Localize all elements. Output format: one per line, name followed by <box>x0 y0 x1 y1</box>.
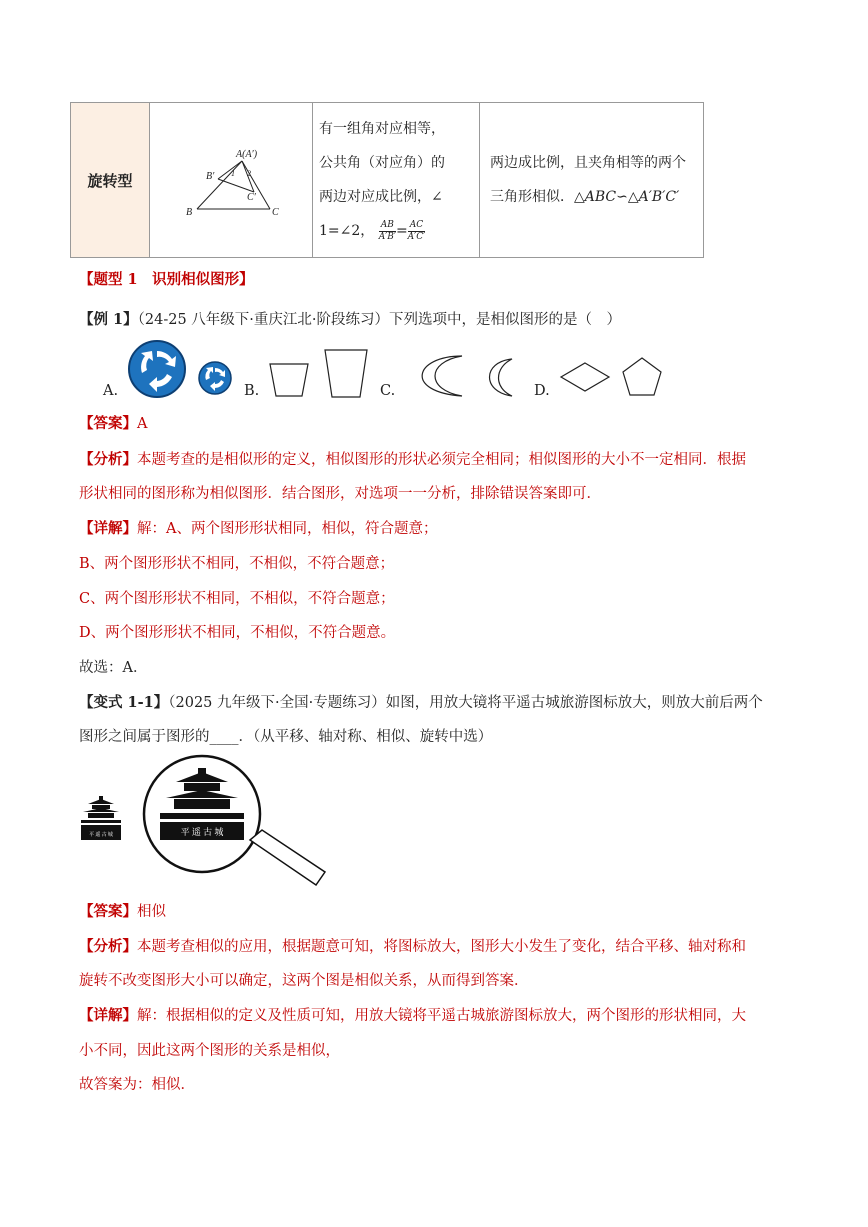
variant-answer <box>79 900 798 924</box>
roundabout-sign-small-icon <box>198 361 234 397</box>
conclusion-cell <box>480 103 704 258</box>
rotation-diagram-cell <box>150 103 313 258</box>
analysis-text: 本题考查相似的应用，根据题意可知，将图标放大，图形大小发生了变化，结合平移、轴对称和 <box>137 939 746 955</box>
example-1-question <box>79 308 798 332</box>
fraction-numerator: AC <box>408 220 425 232</box>
variant-detail <box>79 1004 798 1028</box>
condition-line: 公共角（对应角）的 <box>319 155 445 171</box>
option-b-label: B. <box>244 383 260 399</box>
conclusion-line <box>490 180 693 214</box>
roundabout-sign-large-icon <box>128 340 188 400</box>
variant-final-answer: 故答案为：相似． <box>79 1077 195 1093</box>
fraction-numerator: AB <box>379 220 396 232</box>
pingyao-logo-small-icon <box>78 795 124 843</box>
fraction-ac <box>408 220 425 243</box>
option-c-label: C. <box>380 383 396 399</box>
variant-question-line-2: 图形之间属于图形的____．（从平移、轴对称、相似、旋转中选） <box>79 729 493 745</box>
example-tag: 【例 1】 <box>79 311 138 328</box>
detail-text: 解：A、两个图形形状相同，相似，符合题意； <box>137 521 438 537</box>
detail-tag: 【详解】 <box>79 520 137 537</box>
magnifying-glass-icon <box>140 752 330 892</box>
trapezoid-short-icon <box>268 360 310 400</box>
option-d-label: D. <box>534 383 550 399</box>
condition-line: 两边对应成比例，∠ <box>319 189 443 205</box>
type-label: 旋转型 <box>71 103 150 258</box>
answer-tag: 【答案】 <box>79 903 137 920</box>
logo-small-text: 平 遥 古 城 <box>89 833 113 838</box>
label-b-prime: B′ <box>206 171 215 182</box>
rotation-triangle-diagram <box>150 103 310 253</box>
trapezoid-tall-icon <box>322 346 370 400</box>
detail-tag: 【详解】 <box>79 1007 137 1024</box>
detail-line-b: B、两个图形形状不相同，不相似，不符合题意； <box>79 556 395 572</box>
rhombus-icon <box>558 360 612 394</box>
condition-line: 1=∠2， <box>319 223 375 239</box>
example-1-detail <box>79 517 798 541</box>
label-angle-1: 1 <box>231 169 235 178</box>
fraction-denominator: A′B′ <box>378 231 396 242</box>
pentagon-icon <box>620 355 664 399</box>
label-c: C <box>272 207 279 218</box>
condition-line-with-fraction: 1=∠2， $\frac{AB}{A'B'}$ = $\frac{AC}{A'C'}$ <box>319 219 426 242</box>
analysis-text-line: 形状相同的图形称为相似图形．结合图形，对选项一一分析，排除错误答案即可． <box>79 486 601 502</box>
analysis-text: 本题考查的是相似形的定义，相似图形的形状必须完全相同；相似图形的大小不一定相同．根据 <box>137 452 746 468</box>
variant-analysis <box>79 935 798 959</box>
variant-analysis-line-2: 旋转不改变图形大小可以确定，这两个图是相似关系，从而得到答案． <box>79 973 529 989</box>
option-a-label: A. <box>103 383 119 399</box>
similarity-formula: △ABC∽△A′B′C′ <box>574 189 680 205</box>
variant-detail-line-2: 小不同，因此这两个图形的关系是相似， <box>79 1043 340 1059</box>
logo-large-text: 平 遥 古 城 <box>180 827 224 837</box>
answer-text: 相似 <box>137 904 166 920</box>
label-a: A(A′) <box>236 149 258 160</box>
detail-line-c: C、两个图形形状不相同，不相似，不符合题意； <box>79 591 395 607</box>
crescent-wide-icon <box>404 352 468 400</box>
label-c-prime: C′ <box>247 192 256 203</box>
answer-tag: 【答案】 <box>79 415 137 432</box>
choose-answer: 故选：A． <box>79 660 148 676</box>
analysis-tag: 【分析】 <box>79 938 137 955</box>
condition-cell <box>313 103 480 258</box>
answer-text: A <box>137 416 148 432</box>
fraction-ab <box>379 220 396 243</box>
label-b: B <box>186 207 193 218</box>
question-text: （24-25 八年级下·重庆江北·阶段练习）下列选项中，是相似图形的是（ ） <box>137 312 622 328</box>
similar-triangle-type-table <box>70 102 704 258</box>
conclusion-text: 三角形相似． <box>490 189 574 205</box>
fraction-denominator: A′C′ <box>407 231 426 242</box>
variant-tag: 【变式 1-1】 <box>79 694 169 711</box>
example-1-analysis <box>79 448 798 472</box>
analysis-tag: 【分析】 <box>79 451 137 468</box>
detail-line-d: D、两个图形形状不相同，不相似，不符合题意。 <box>79 625 396 641</box>
variant-text: （2025 九年级下·全国·专题练习）如图，用放大镜将平遥古城旅游图标放大，则放大前后两个 <box>168 695 763 711</box>
section-title: 【题型 1 识别相似图形】 <box>79 271 254 288</box>
detail-text: 解：根据相似的定义及性质可知，用放大镜将平遥古城旅游图标放大，两个图形的形状相同，大 <box>137 1008 746 1024</box>
label-angle-2: 2 <box>247 169 251 178</box>
condition-line: 有一组角对应相等， <box>319 121 445 137</box>
conclusion-line: 两边成比例，且夹角相等的两个 <box>490 155 686 171</box>
example-1-answer <box>79 412 798 436</box>
crescent-narrow-icon <box>482 356 518 400</box>
variant-question <box>79 691 798 715</box>
